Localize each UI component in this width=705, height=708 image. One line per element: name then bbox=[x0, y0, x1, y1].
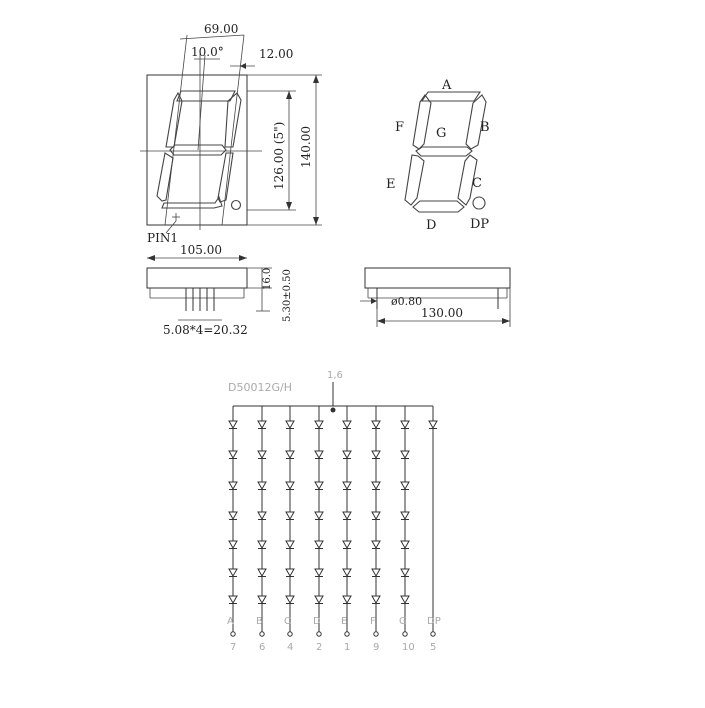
diode-symbol bbox=[286, 541, 294, 549]
pin-number-label: 2 bbox=[316, 642, 323, 653]
slant-guide-mid bbox=[198, 55, 205, 150]
digit-height-arrow-top bbox=[286, 91, 292, 99]
schematic-column-c bbox=[284, 406, 294, 653]
diode-symbol bbox=[343, 421, 351, 429]
segment-g bbox=[416, 147, 472, 156]
segment-label-g: G bbox=[436, 126, 447, 141]
pin-terminal bbox=[260, 632, 264, 636]
front-width-arrow-right bbox=[239, 255, 247, 261]
digit-height-arrow-bottom bbox=[286, 202, 292, 210]
schematic-column-g bbox=[399, 406, 415, 653]
schematic-column-dp bbox=[427, 406, 441, 653]
diode-symbol bbox=[229, 569, 237, 577]
pin-terminal bbox=[431, 632, 435, 636]
segment-label-b: B bbox=[480, 120, 490, 135]
front-digit-segments bbox=[157, 91, 241, 210]
pin-terminal bbox=[374, 632, 378, 636]
dim-pin-length: 5.30±0.50 bbox=[282, 269, 293, 322]
diode-symbol bbox=[343, 541, 351, 549]
pin-terminal bbox=[317, 632, 321, 636]
schematic-column-e bbox=[341, 406, 351, 653]
side-view bbox=[360, 268, 510, 327]
pin-number-label: 1 bbox=[344, 642, 351, 653]
diode-symbol bbox=[258, 512, 266, 520]
dim-right-offset: 12.00 bbox=[259, 47, 294, 61]
front-segment-a bbox=[177, 91, 235, 101]
pin-number-label: 10 bbox=[402, 642, 415, 653]
diode-symbol bbox=[315, 512, 323, 520]
diode-symbol bbox=[401, 569, 409, 577]
diode-symbol bbox=[286, 569, 294, 577]
segment-label-dp: DP bbox=[470, 217, 490, 232]
diode-symbol bbox=[315, 451, 323, 459]
pin-number-label: 4 bbox=[287, 642, 294, 653]
diode-symbol bbox=[315, 482, 323, 490]
schematic-column-b bbox=[256, 406, 266, 653]
diode-symbol bbox=[343, 569, 351, 577]
diode-symbol bbox=[286, 421, 294, 429]
pin-number-label: 7 bbox=[230, 642, 237, 653]
diode-symbol bbox=[229, 512, 237, 520]
segment-dp bbox=[473, 197, 485, 209]
segment-a bbox=[422, 92, 480, 101]
segment-name-label: A bbox=[227, 616, 234, 627]
diode-symbol bbox=[372, 482, 380, 490]
diode-symbol bbox=[372, 541, 380, 549]
diode-symbol bbox=[258, 541, 266, 549]
diode-symbol bbox=[343, 451, 351, 459]
diode-symbol bbox=[315, 569, 323, 577]
segment-e bbox=[405, 155, 424, 205]
schematic-common-pin: 1,6 bbox=[327, 370, 343, 381]
internal-circuit-schematic bbox=[227, 370, 441, 653]
pin-terminal bbox=[288, 632, 292, 636]
pin-number-label: 9 bbox=[373, 642, 380, 653]
schematic-columns bbox=[227, 406, 441, 653]
segment-f bbox=[413, 95, 431, 149]
segment-diagram bbox=[386, 78, 490, 233]
side-view-body bbox=[365, 268, 510, 288]
dim-total-height: 140.00 bbox=[299, 126, 313, 168]
total-height-arrow-top bbox=[313, 75, 319, 83]
front-segment-d bbox=[162, 197, 222, 208]
diode-symbol bbox=[286, 451, 294, 459]
segment-d bbox=[413, 201, 464, 212]
schematic-column-a bbox=[227, 406, 237, 653]
schematic-column-d bbox=[313, 406, 323, 653]
diode-symbol bbox=[372, 512, 380, 520]
dim-pin-pitch: 5.08*4=20.32 bbox=[163, 323, 248, 337]
diode-symbol bbox=[258, 596, 266, 604]
side-width-arrow-right bbox=[502, 318, 510, 324]
total-height-arrow-bottom bbox=[313, 217, 319, 225]
schematic-column-f bbox=[370, 406, 380, 653]
diode-symbol bbox=[401, 541, 409, 549]
segment-label-f: F bbox=[395, 120, 405, 135]
segment-name-label: DP bbox=[427, 616, 441, 627]
diode-symbol bbox=[372, 569, 380, 577]
dim-pin-diameter: ø0.80 bbox=[391, 295, 423, 308]
dim-body-height: 16.0 bbox=[262, 267, 273, 290]
diode-symbol bbox=[258, 451, 266, 459]
diode-symbol bbox=[229, 421, 237, 429]
diode-symbol bbox=[286, 482, 294, 490]
segment-name-label: D bbox=[313, 616, 321, 627]
segment-name-label: E bbox=[341, 616, 348, 627]
diode-symbol bbox=[429, 421, 437, 429]
diode-symbol bbox=[343, 482, 351, 490]
pin1-label: PIN1 bbox=[147, 231, 178, 245]
front-width-arrow-left bbox=[147, 255, 155, 261]
diode-symbol bbox=[258, 482, 266, 490]
diode-symbol bbox=[229, 541, 237, 549]
diode-symbol bbox=[315, 596, 323, 604]
segment-name-label: F bbox=[370, 616, 376, 627]
schematic-part-number: D50012G/H bbox=[228, 381, 292, 394]
diode-symbol bbox=[229, 596, 237, 604]
side-width-arrow-left bbox=[377, 318, 385, 324]
diode-symbol bbox=[372, 421, 380, 429]
segment-name-label: C bbox=[284, 616, 291, 627]
pin-number-label: 5 bbox=[430, 642, 437, 653]
diode-symbol bbox=[372, 451, 380, 459]
dim-top-width: 69.00 bbox=[204, 22, 239, 36]
diode-symbol bbox=[315, 421, 323, 429]
segment-name-label: G bbox=[399, 616, 407, 627]
pin-terminal bbox=[345, 632, 349, 636]
slant-guide-right bbox=[222, 35, 244, 225]
dim-side-width: 130.00 bbox=[421, 306, 463, 320]
segment-label-c: C bbox=[472, 176, 482, 191]
common-junction bbox=[331, 408, 336, 413]
pin-number-label: 6 bbox=[259, 642, 266, 653]
diode-symbol bbox=[401, 512, 409, 520]
diode-symbol bbox=[401, 421, 409, 429]
diode-symbol bbox=[229, 482, 237, 490]
diode-symbol bbox=[258, 569, 266, 577]
diode-symbol bbox=[401, 596, 409, 604]
segment-label-d: D bbox=[426, 218, 437, 233]
diode-symbol bbox=[258, 421, 266, 429]
diode-symbol bbox=[229, 451, 237, 459]
segment-label-e: E bbox=[386, 177, 396, 192]
pin-terminal bbox=[231, 632, 235, 636]
diode-symbol bbox=[286, 512, 294, 520]
diode-symbol bbox=[286, 596, 294, 604]
bottom-view-pins bbox=[186, 288, 214, 311]
dim-slant-angle: 10.0° bbox=[191, 45, 224, 59]
diode-symbol bbox=[401, 451, 409, 459]
dim-front-width: 105.00 bbox=[180, 243, 222, 257]
diode-symbol bbox=[372, 596, 380, 604]
segment-name-label: B bbox=[256, 616, 263, 627]
pin-terminal bbox=[403, 632, 407, 636]
bottom-view-body bbox=[147, 268, 247, 288]
diode-symbol bbox=[401, 482, 409, 490]
segment-label-a: A bbox=[442, 78, 452, 93]
dim-digit-height: 126.00 (5") bbox=[272, 121, 286, 190]
diode-symbol bbox=[315, 541, 323, 549]
diode-symbol bbox=[343, 596, 351, 604]
slant-guide-left bbox=[165, 35, 187, 225]
front-segment-dp bbox=[232, 201, 241, 210]
diode-symbol bbox=[343, 512, 351, 520]
bottom-view bbox=[147, 268, 293, 337]
pin-diameter-arrow bbox=[371, 298, 377, 304]
front-view bbox=[140, 22, 322, 261]
